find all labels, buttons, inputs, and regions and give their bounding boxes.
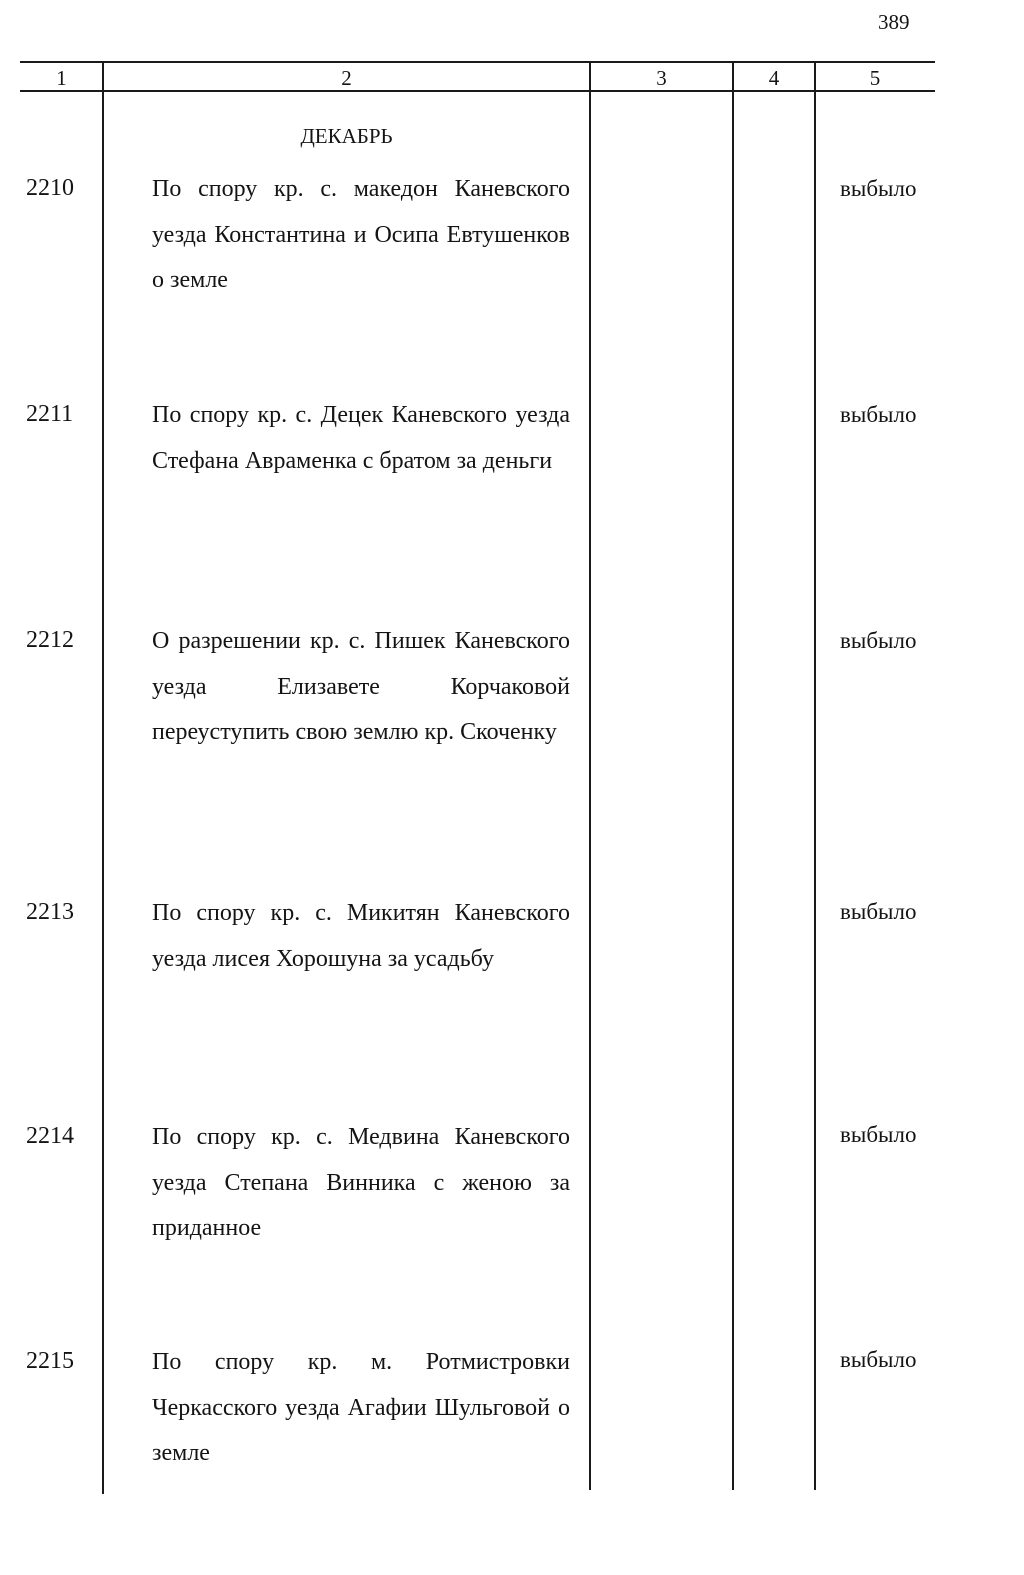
entry-status: выбыло xyxy=(840,402,917,427)
entry-description: О разрешении кр. с. Пишек Каневского уезда Елизавете Корчаковой переуступить свою землю кр. Скоченку xyxy=(152,628,570,745)
entry-number: 2210 xyxy=(26,175,74,201)
column-divider-3 xyxy=(732,62,734,1490)
entry-description: По спору кр. с. Микитян Каневского уезда лисея Хорошуна за усадьбу xyxy=(152,900,570,972)
column-header-1: 1 xyxy=(56,66,67,90)
entry-status: выбыло xyxy=(840,628,917,653)
entry-number: 2215 xyxy=(26,1348,74,1374)
table-top-rule xyxy=(20,61,935,63)
entry-description: По спору кр. с. македон Каневского уезда Константина и Осипа Евтушенков о земле xyxy=(152,176,570,293)
entry-number: 2213 xyxy=(26,899,74,925)
entry-description: По спору кр. м. Ротмистровки Черкасского уезда Агафии Шульговой о земле xyxy=(152,1349,570,1466)
column-header-5: 5 xyxy=(869,66,881,90)
column-divider-1 xyxy=(102,62,104,1494)
entry-description: По спору кр. с. Децек Каневского уезда Стефана Авраменка с братом за деньги xyxy=(152,402,570,474)
column-header-2: 2 xyxy=(341,66,352,90)
section-heading: ДЕКАБРЬ xyxy=(300,124,393,148)
entry-number: 2212 xyxy=(26,627,74,653)
entry-description: По спору кр. с. Медвина Каневского уезда Степана Винника с женою за приданное xyxy=(152,1124,570,1241)
entry-status: выбыло xyxy=(840,1347,917,1372)
column-divider-4 xyxy=(814,62,816,1490)
page-number: 389 xyxy=(878,10,910,34)
entry-number: 2214 xyxy=(26,1123,74,1149)
entry-status: выбыло xyxy=(840,176,917,201)
entry-status: выбыло xyxy=(840,899,917,924)
entry-number: 2211 xyxy=(26,401,74,427)
entry-status: выбыло xyxy=(840,1122,917,1147)
column-divider-2 xyxy=(589,62,591,1490)
column-header-3: 3 xyxy=(656,66,667,90)
column-header-4: 4 xyxy=(768,66,780,90)
